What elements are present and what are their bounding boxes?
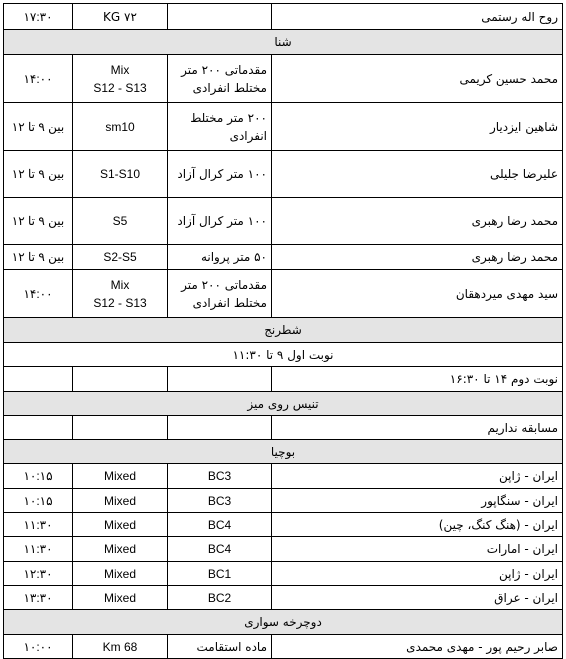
table-row	[4, 4, 563, 30]
event-cell: BC3	[168, 489, 272, 513]
class-cell: Mixed	[73, 586, 168, 610]
table-row	[4, 635, 563, 659]
class-cell: 68 Km	[73, 635, 168, 659]
class-cell: Mixed	[73, 562, 168, 586]
schedule-table	[3, 3, 563, 659]
table-row	[4, 151, 563, 198]
table-row	[4, 198, 563, 245]
time-cell: ۱۳:۳۰	[4, 586, 73, 610]
table-row	[4, 562, 563, 586]
time-cell: ۱۴:۰۰	[4, 55, 73, 103]
time-cell: بین ۹ تا ۱۲	[4, 151, 73, 198]
name-cell: ایران - عراق	[272, 586, 563, 610]
name-cell: علیرضا جلیلی	[272, 151, 563, 198]
event-cell	[168, 55, 272, 103]
table-row	[4, 464, 563, 489]
name-cell: ایران - ژاپن	[272, 464, 563, 489]
section-title: شنا	[4, 30, 563, 55]
cell-line: مقدماتی ۲۰۰ متر	[181, 62, 267, 77]
section-title: دوچرخه سواری	[4, 610, 563, 635]
time-cell: ۱۴:۰۰	[4, 270, 73, 318]
table-row	[4, 103, 563, 151]
name-cell: روح اله رستمی	[272, 4, 563, 30]
cell-line: S12 - S13	[93, 80, 147, 95]
section-title: تنیس روی میز	[4, 392, 563, 416]
class-cell	[73, 367, 168, 392]
name-cell: ایران - (هنگ کنگ، چین)	[272, 513, 563, 537]
name-cell: ایران - ژاپن	[272, 562, 563, 586]
spanned-cell: نوبت اول ۹ تا ۱۱:۳۰	[4, 343, 563, 367]
time-cell: ۱۲:۳۰	[4, 562, 73, 586]
class-cell: S5	[73, 198, 168, 245]
class-cell: Mixed	[73, 489, 168, 513]
time-cell: ۱۰:۱۵	[4, 489, 73, 513]
event-cell: ۱۰۰ متر کرال آزاد	[168, 198, 272, 245]
time-cell: ۱۷:۳۰	[4, 4, 73, 30]
name-cell: سید مهدی میردهقان	[272, 270, 563, 318]
section-title: بوچیا	[4, 440, 563, 464]
class-cell: Mixed	[73, 464, 168, 489]
table-row	[4, 513, 563, 537]
time-cell	[4, 367, 73, 392]
event-cell	[168, 270, 272, 318]
event-cell: BC1	[168, 562, 272, 586]
cell-line: Mix	[110, 277, 130, 292]
event-cell: ۵۰ متر پروانه	[168, 245, 272, 270]
class-cell: S1-S10	[73, 151, 168, 198]
schedule-table-body	[4, 4, 563, 659]
class-cell: sm10	[73, 103, 168, 151]
table-row	[4, 245, 563, 270]
class-cell: ۷۲ KG	[73, 4, 168, 30]
table-row	[4, 55, 563, 103]
cell-line: مختلط انفرادی	[192, 295, 267, 310]
time-cell: بین ۹ تا ۱۲	[4, 245, 73, 270]
name-cell: نوبت دوم ۱۴ تا ۱۶:۳۰	[272, 367, 563, 392]
event-cell: ۱۰۰ متر کرال آزاد	[168, 151, 272, 198]
class-cell: Mixed	[73, 513, 168, 537]
time-cell: ۱۱:۳۰	[4, 537, 73, 562]
event-cell	[168, 416, 272, 440]
event-cell	[168, 367, 272, 392]
section-header-row	[4, 392, 563, 416]
cell-line: مختلط انفرادی	[192, 80, 267, 95]
event-cell: BC3	[168, 464, 272, 489]
table-row	[4, 343, 563, 367]
name-cell: مسابقه نداریم	[272, 416, 563, 440]
table-row	[4, 586, 563, 610]
time-cell: بین ۹ تا ۱۲	[4, 103, 73, 151]
event-cell	[168, 4, 272, 30]
class-cell: S2-S5	[73, 245, 168, 270]
name-cell: ایران - سنگاپور	[272, 489, 563, 513]
time-cell: ۱۰:۰۰	[4, 635, 73, 659]
class-cell: Mixed	[73, 537, 168, 562]
event-cell: ماده استقامت	[168, 635, 272, 659]
name-cell: محمد حسین کریمی	[272, 55, 563, 103]
time-cell	[4, 416, 73, 440]
table-row	[4, 537, 563, 562]
time-cell: ۱۱:۳۰	[4, 513, 73, 537]
event-cell: BC4	[168, 513, 272, 537]
time-cell: ۱۰:۱۵	[4, 464, 73, 489]
section-header-row	[4, 318, 563, 343]
section-header-row	[4, 610, 563, 635]
class-cell	[73, 416, 168, 440]
cell-line: ۲۰۰ متر مختلط	[190, 110, 267, 125]
class-cell	[73, 270, 168, 318]
name-cell: صابر رحیم پور - مهدی محمدی	[272, 635, 563, 659]
time-cell: بین ۹ تا ۱۲	[4, 198, 73, 245]
table-row	[4, 416, 563, 440]
table-row	[4, 270, 563, 318]
event-cell: BC2	[168, 586, 272, 610]
name-cell: ایران - امارات	[272, 537, 563, 562]
event-cell	[168, 103, 272, 151]
table-row	[4, 489, 563, 513]
section-title: شطرنج	[4, 318, 563, 343]
cell-line: S12 - S13	[93, 295, 147, 310]
name-cell: شاهین ایزدیار	[272, 103, 563, 151]
cell-line: مقدماتی ۲۰۰ متر	[181, 277, 267, 292]
section-header-row	[4, 440, 563, 464]
event-cell: BC4	[168, 537, 272, 562]
name-cell: محمد رضا رهبری	[272, 245, 563, 270]
table-row	[4, 367, 563, 392]
cell-line: Mix	[110, 62, 130, 77]
class-cell	[73, 55, 168, 103]
name-cell: محمد رضا رهبری	[272, 198, 563, 245]
section-header-row	[4, 30, 563, 55]
cell-line: انفرادی	[229, 128, 267, 143]
